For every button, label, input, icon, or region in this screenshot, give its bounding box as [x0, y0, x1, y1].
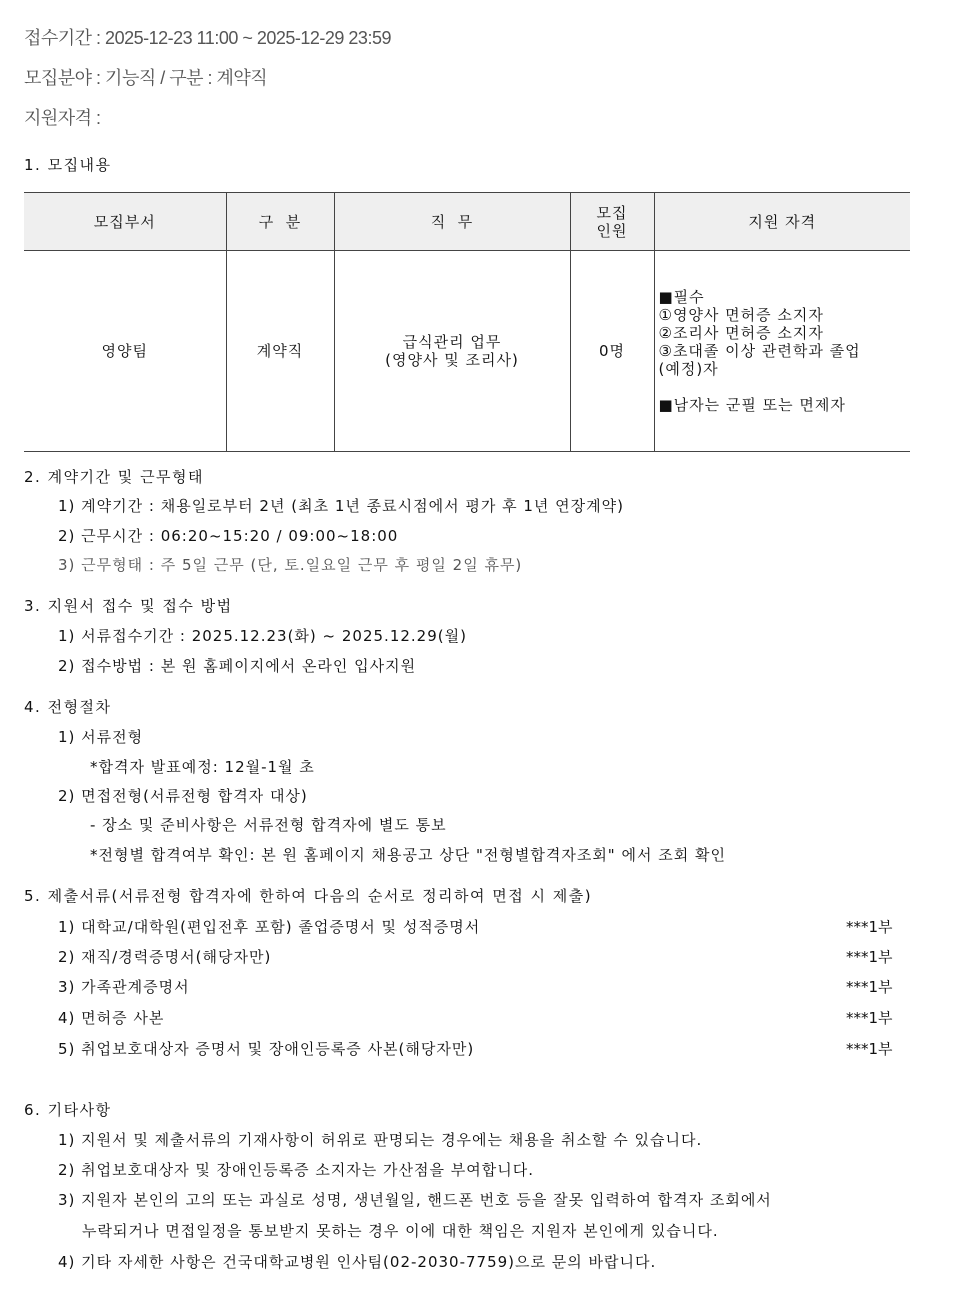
qual-line: ①영양사 면허증 소지자: [658, 306, 824, 324]
doc-count: ***1부: [846, 1040, 893, 1058]
section-5-title: 5. 제출서류(서류전형 합격자에 한하여 다음의 순서로 정리하여 면접 시 제출): [24, 887, 593, 905]
qual-line: (예정)자: [658, 360, 719, 378]
list-item: 5) 취업보호대상자 증명서 및 장애인등록증 사본(해당자만): [58, 1040, 475, 1058]
qual-line: ■필수: [658, 288, 705, 306]
cell-duty-line1: 급식관리 업무: [402, 333, 502, 351]
doc-count: ***1부: [846, 918, 893, 936]
recruit-table: [24, 192, 910, 452]
qual-line: ■남자는 군필 또는 면제자: [658, 396, 846, 414]
list-item: 2) 면접전형(서류전형 합격자 대상): [58, 787, 308, 805]
header-qualification: 지원 자격: [654, 193, 910, 251]
list-item: 1) 대학교/대학원(편입전후 포함) 졸업증명서 및 성적증명서: [58, 918, 481, 936]
cell-duty: [334, 251, 570, 452]
section-2-title: 2. 계약기간 및 근무형태: [24, 468, 205, 486]
cell-type: 계약직: [226, 251, 334, 452]
list-item: 3) 근무형태 : 주 5일 근무 (단, 토.일요일 근무 후 평일 2일 휴무): [58, 556, 523, 574]
header-count-line2: 인원: [596, 221, 628, 240]
cell-dept: 영양팀: [24, 251, 226, 452]
table-row: [24, 251, 910, 452]
list-item: 3) 지원자 본인의 고의 또는 과실로 성명, 생년월일, 핸드폰 번호 등을 잘못 입력하여 합격자 조회에서: [58, 1191, 772, 1209]
header-duty: 직 무: [334, 193, 570, 251]
list-item-continued: 누락되거나 면접일정을 통보받지 못하는 경우 이에 대한 책임은 지원자 본인에게 있습니다.: [82, 1222, 719, 1240]
meta-qualification: 지원자격 :: [24, 108, 101, 128]
list-item: 2) 접수방법 : 본 원 홈페이지에서 온라인 입사지원: [58, 657, 417, 675]
list-item: 1) 서류접수기간 : 2025.12.23(화) ~ 2025.12.29(월): [58, 627, 467, 645]
section-3-title: 3. 지원서 접수 및 접수 방법: [24, 597, 233, 615]
header-count-line1: 모집: [596, 203, 628, 222]
list-item: - 장소 및 준비사항은 서류전형 합격자에 별도 통보: [90, 816, 447, 834]
list-item: 2) 취업보호대상자 및 장애인등록증 소지자는 가산점을 부여합니다.: [58, 1161, 535, 1179]
header-type: 구 분: [226, 193, 334, 251]
cell-count: 0명: [570, 251, 654, 452]
meta-field: 모집분야 : 기능직 / 구분 : 계약직: [24, 68, 268, 88]
doc-count: ***1부: [846, 948, 893, 966]
header-count: [570, 193, 654, 251]
meta-period: 접수기간 : 2025-12-23 11:00 ~ 2025-12-29 23:59: [24, 28, 391, 48]
qual-line: [659, 378, 910, 396]
qual-line: ③초대졸 이상 관련학과 졸업: [658, 342, 861, 360]
list-item: 1) 계약기간 : 채용일로부터 2년 (최초 1년 종료시점에서 평가 후 1년 연장계약): [58, 497, 624, 515]
doc-count: ***1부: [846, 978, 893, 996]
list-item: 4) 면허증 사본: [58, 1009, 165, 1027]
cell-qualification: [654, 251, 910, 452]
list-item: 3) 가족관계증명서: [58, 978, 190, 996]
list-item: 2) 재직/경력증명서(해당자만): [58, 948, 272, 966]
section-4-title: 4. 전형절차: [24, 698, 112, 716]
list-item: 2) 근무시간 : 06:20~15:20 / 09:00~18:00: [58, 527, 399, 545]
doc-count: ***1부: [846, 1009, 893, 1027]
section-1-title: 1. 모집내용: [24, 156, 112, 174]
cell-duty-line2: (영양사 및 조리사): [385, 351, 519, 369]
section-6-title: 6. 기타사항: [24, 1101, 112, 1119]
list-item: *합격자 발표예정: 12월-1월 초: [90, 758, 315, 776]
qual-line: ②조리사 면허증 소지자: [658, 324, 824, 342]
list-item: 1) 지원서 및 제출서류의 기재사항이 허위로 판명되는 경우에는 채용을 취소할 수 있습니다.: [58, 1131, 703, 1149]
header-dept: 모집부서: [24, 193, 226, 251]
list-item: 1) 서류전형: [58, 728, 144, 746]
list-item: *전형별 합격여부 확인: 본 원 홈페이지 채용공고 상단 "전형별합격자조회" 에서 조회 확인: [90, 846, 726, 864]
list-item: 4) 기타 자세한 사항은 건국대학교병원 인사팀(02-2030-7759)으로 문의 바랍니다.: [58, 1253, 657, 1271]
recruit-table-header: [24, 193, 910, 251]
